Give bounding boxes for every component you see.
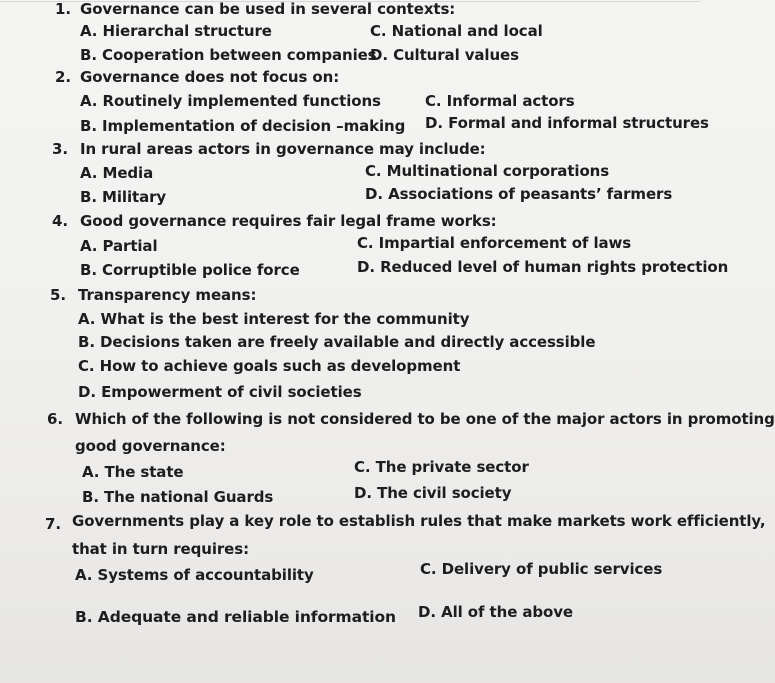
question-stem: Governance can be used in several contexts:	[80, 0, 456, 18]
option-a: A. What is the best interest for the community	[78, 310, 470, 328]
option-c: C. Delivery of public services	[420, 560, 663, 578]
question-number: 3.	[52, 140, 68, 158]
option-d: D. Reduced level of human rights protection	[357, 258, 729, 276]
question-stem: Governance does not focus on:	[80, 68, 340, 86]
question-stem-continued: that in turn requires:	[72, 540, 249, 558]
question-number: 7.	[45, 515, 61, 533]
question-number: 2.	[55, 68, 71, 86]
option-b: B. The national Guards	[82, 488, 274, 506]
option-a: A. The state	[82, 463, 184, 481]
option-d: D. The civil society	[354, 484, 512, 502]
option-b: B. Corruptible police force	[80, 261, 300, 279]
option-b: B. Military	[80, 188, 167, 206]
option-a: A. Systems of accountability	[75, 566, 314, 584]
option-b: B. Cooperation between companies	[80, 46, 377, 64]
question-number: 6.	[47, 410, 63, 428]
option-c: C. National and local	[370, 22, 543, 40]
question-stem: Governments play a key role to establish rules that make markets work efficiently,	[72, 512, 766, 530]
question-stem: Which of the following is not considered to be one of the major actors in promoting	[75, 410, 775, 428]
question-stem: In rural areas actors in governance may include:	[80, 140, 486, 158]
option-d: D. Cultural values	[370, 46, 519, 64]
option-c: C. Impartial enforcement of laws	[357, 234, 632, 252]
question-stem: Good governance requires fair legal frame works:	[80, 212, 497, 230]
option-b: B. Adequate and reliable information	[75, 608, 396, 626]
option-c: C. Informal actors	[425, 92, 575, 110]
option-a: A. Routinely implemented functions	[80, 92, 381, 110]
option-c: C. Multinational corporations	[365, 162, 610, 180]
option-d: D. Empowerment of civil societies	[78, 383, 362, 401]
option-a: A. Partial	[80, 237, 158, 255]
option-c: C. How to achieve goals such as development	[78, 357, 461, 375]
question-stem-continued: good governance:	[75, 437, 226, 455]
option-b: B. Implementation of decision –making	[80, 117, 406, 135]
option-d: D. Formal and informal structures	[425, 114, 709, 132]
question-number: 1.	[55, 0, 71, 18]
option-a: A. Hierarchal structure	[80, 22, 272, 40]
option-d: D. Associations of peasants’ farmers	[365, 185, 673, 203]
question-number: 5.	[50, 286, 66, 304]
option-b: B. Decisions taken are freely available and directly accessible	[78, 333, 596, 351]
option-a: A. Media	[80, 164, 154, 182]
option-d: D. All of the above	[418, 603, 573, 621]
question-number: 4.	[52, 212, 68, 230]
question-stem: Transparency means:	[78, 286, 257, 304]
option-c: C. The private sector	[354, 458, 529, 476]
